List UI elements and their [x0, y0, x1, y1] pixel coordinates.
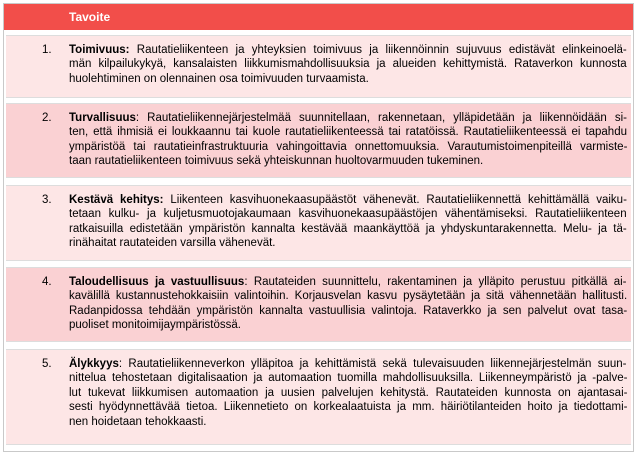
goal-number: 3.	[42, 194, 52, 206]
goal-line	[69, 43, 627, 57]
goal-row-1	[6, 35, 631, 98]
goal-line: rinähaitat rautateiden varsilla vähenevät.	[69, 237, 276, 250]
goal-line-text: Rautatieliikenteen ja yhteyksien toimivuus ja liikennöinnin sujuvuus edistävät elinkeinoelä-	[129, 44, 627, 56]
goal-number: 4.	[42, 276, 52, 288]
goal-line: puoliset monitoimijaympäristössä.	[69, 319, 241, 332]
goal-number: 1.	[42, 44, 52, 56]
goal-line	[69, 357, 627, 371]
goal-row-3	[6, 185, 631, 261]
goal-term: Turvallisuus	[69, 112, 136, 124]
goal-line: tetaan kulku- ja kuljetusmuotojakaumaan kasvihuonekaasupäästöjen vähentämiseksi. Rautatieliikenteen	[69, 208, 627, 221]
goal-line: ratkaisuilla edistetään ympäristön kannalta kestävää maankäyttöä ja yhdyskuntarakennetta. Melu- ja tä-	[69, 222, 627, 235]
goal-number: 2.	[42, 112, 52, 124]
goal-term: Taloudellisuus ja vastuullisuus	[69, 276, 245, 288]
goal-line: taan rautatieliikenteen toimivuus sekä yhteiskunnan huoltovarmuuden tukeminen.	[69, 155, 484, 168]
goal-line: nittelua tehostetaan digitalisaation ja automaation tuomilla mahdollisuuksilla. Liikenneympäristö ja -palve-	[69, 372, 628, 385]
goal-line: ten, että ihmisiä ei loukkaannu tai kuole rautatieliikenteessä tai ratatöissä. Rautatieliikenteessä ei tapahdu	[69, 126, 627, 139]
goal-row-2	[6, 103, 631, 178]
goal-line: ympäristöä tai rautatieinfrastruktuuria vahingoittavia onnettomuuksia. Varautumistoimenpiteillä varmiste-	[69, 140, 628, 153]
goal-line: lut tukevat liikkumisen automaation ja uusien palvelujen kehitystä. Rautateiden kunnosta on ajantasai-	[69, 386, 628, 399]
goal-line	[69, 193, 627, 207]
goal-text	[69, 193, 627, 251]
goal-text	[69, 357, 627, 429]
goal-line	[69, 275, 627, 289]
header-title: Tavoite	[69, 10, 111, 24]
goal-line: sesti hyödynnettävää tietoa. Liikennetieto on korkealaatuista ja mm. häiriötilanteiden hoito ja tiedottami-	[69, 401, 628, 414]
goal-row-4	[6, 267, 631, 342]
goal-line-text: : Rautatieliikennejärjestelmää suunnitellaan, rakennetaan, ylläpidetään ja liikennöidään si-	[135, 112, 627, 124]
goal-term: Älykkyys	[69, 358, 119, 370]
goal-number: 5.	[42, 358, 52, 370]
goal-text	[69, 43, 627, 86]
goal-term: Kestävä kehitys:	[69, 194, 164, 206]
goal-line: nen hoidetaan tehokkaasti.	[69, 415, 207, 428]
goal-line-text: : Rautatieliikenneverkon ylläpitoa ja kehittämistä sekä tulevaisuuden liikennejärjestelmän suun-	[118, 358, 627, 370]
goal-line: huolehtiminen on olennainen osa toimivuuden turvaamista.	[69, 72, 369, 85]
goal-line: män kilpailukykyä, kansalaisten liikkumismahdollisuuksia ja alueiden kehittymistä. Rataverkon kunnosta	[69, 58, 627, 71]
goal-text	[69, 275, 627, 333]
goal-row-5	[6, 349, 631, 445]
goal-line: Radanpidossa tehdään ympäristön kannalta vastuullisia valintoja. Rataverkko ja sen palvelut ovat tasa-	[69, 304, 628, 317]
goal-term: Toimivuus:	[69, 44, 130, 56]
table-header	[4, 4, 633, 30]
goal-text	[69, 111, 627, 169]
goal-line	[69, 111, 627, 125]
goal-line-text: Liikenteen kasvihuonekaasupäästöt vähenevät. Rautatieliikennettä kehittämällä vaiku-	[163, 194, 627, 206]
goal-line: kavälillä kustannustehokkaisiin valintoihin. Korjausvelan kasvu pysäytetään ja sitä vähennetään hallitusti.	[69, 290, 628, 303]
goal-line-text: : Rautateiden suunnittelu, rakentaminen ja ylläpito perustuu pitkällä ai-	[244, 276, 627, 288]
